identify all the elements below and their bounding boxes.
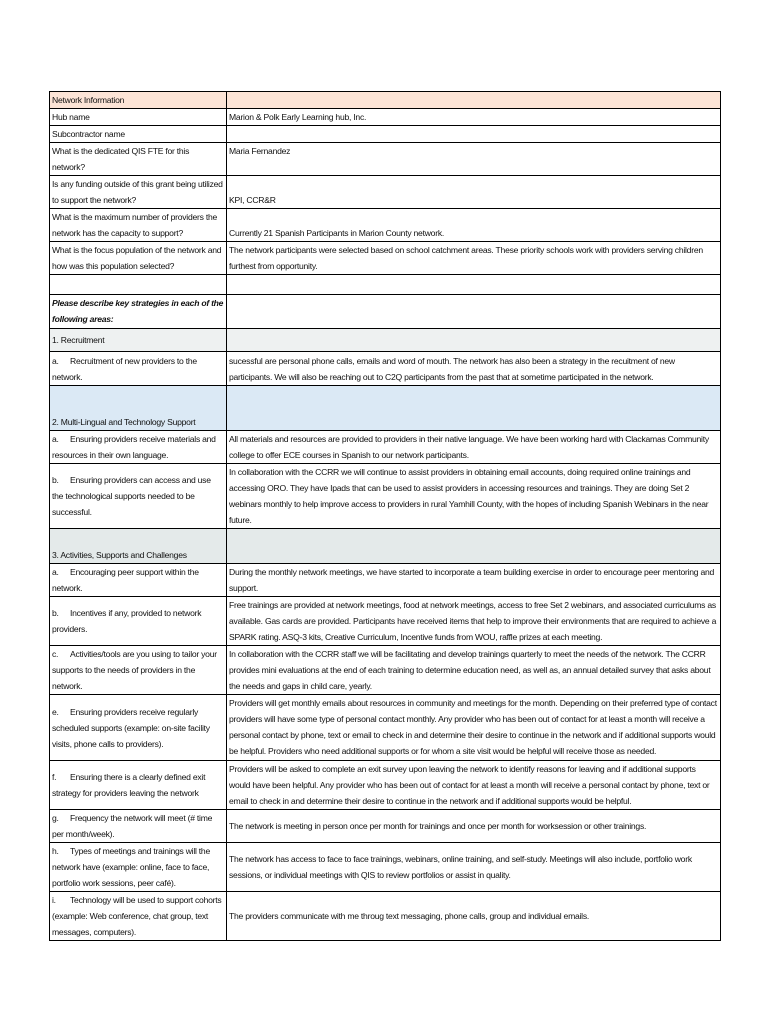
item-label: Incentives if any, provided to network providers. — [52, 608, 202, 634]
recruitment-section-blank — [227, 329, 721, 352]
recruitment-a-value[interactable]: sucessful are personal phone calls, emails and word of mouth. The network has also been a strategy in the recuitment of new participants. We will also be reaching out to C2Q participants from the past that at sometime participated in the network. — [227, 352, 721, 386]
item-label: Frequency the network will meet (# time per month/week). — [52, 813, 213, 839]
multilingual-a-value[interactable]: All materials and resources are provided to providers in their native language. We have been working hard with Clackamas Community college to offer ECE courses in Spanish to our network participants. — [227, 431, 721, 464]
subcontractor-name-label: Subcontractor name — [50, 126, 227, 143]
recruitment-a-label — [50, 352, 227, 386]
activities-c-value[interactable]: In collaboration with the CCRR staff we will be facilitating and develop trainings quarterly to meet the needs of the network. The CCRR provides mini evaluations at the end of each training to determine education need, as well as, an annual detailed survey that asks about the needs and gaps in child care, yearly. — [227, 646, 721, 695]
item-label: Ensuring providers receive regularly scheduled supports (example: on-site facility visits, phone calls to providers). — [52, 706, 210, 749]
item-label: Types of meetings and trainings will the network have (example: online, face to face, portfolio work sessions, peer café). — [52, 846, 210, 888]
activities-section-title: 3. Activities, Supports and Challenges — [50, 529, 227, 564]
item-letter: a. — [52, 355, 59, 366]
item-letter: i. — [52, 895, 56, 905]
strategies-prompt-blank — [227, 295, 721, 329]
funding-label: Is any funding outside of this grant being utilized to support the network? — [50, 176, 227, 209]
focus-population-value[interactable]: The network participants were selected based on school catchment areas. These priority schools work with providers serving children furthest from opportunity. — [227, 242, 721, 275]
item-label: Recruitment of new providers to the network. — [52, 355, 197, 382]
multilingual-section-title: 2. Multi-Lingual and Technology Support — [50, 386, 227, 431]
activities-h-value[interactable]: The network has access to face to face trainings, webinars, online training, and self-study. Meetings will also include, portfolio work sessions, or individual meetings with QIS to review portfolios or assist in quality. — [227, 843, 721, 892]
activities-c-label — [50, 646, 227, 695]
item-letter: g. — [52, 813, 59, 823]
activities-f-value[interactable]: Providers will be asked to complete an exit survey upon leaving the network to identify reasons for leaving and if additional supports would have been helpful. Any provider who has been out of contact for at least a month will receive a personal contact by phone, text or email to check in and determine their desire to continue in the network and if additional supports would be helpful. — [227, 761, 721, 810]
activities-b-label — [50, 597, 227, 646]
funding-value[interactable]: KPI, CCR&R — [227, 176, 721, 209]
activities-f-label — [50, 761, 227, 810]
item-letter: b. — [52, 475, 59, 485]
item-letter: a. — [52, 434, 59, 444]
multilingual-b-label — [50, 464, 227, 529]
spacer-cell — [50, 275, 227, 295]
activities-e-label — [50, 695, 227, 761]
subcontractor-name-value[interactable] — [227, 126, 721, 143]
item-label: Ensuring providers receive materials and resources in their own language. — [52, 434, 216, 460]
activities-h-label — [50, 843, 227, 892]
activities-section-blank — [227, 529, 721, 564]
strategies-prompt: Please describe key strategies in each of the following areas: — [50, 295, 227, 329]
item-letter: e. — [52, 706, 59, 717]
activities-b-value[interactable]: Free trainings are provided at network meetings, food at network meetings, access to free Set 2 webinars, and associated curriculums as available. Gas cards are provided. Participants have received items that help to improve their environments that are required to achieve a SPARK rating. ASQ-3 kits, Creative Curriculum, Incentive funds from WOU, raffle prizes at each meeting. — [227, 597, 721, 646]
multilingual-a-label — [50, 431, 227, 464]
item-letter: f. — [52, 772, 57, 782]
activities-i-label — [50, 892, 227, 941]
item-label: Technology will be used to support cohorts (example: Web conference, chat group, text messages, computers). — [52, 895, 222, 937]
network-information-heading: Network Information — [50, 92, 227, 109]
activities-i-value[interactable]: The providers communicate with me throug text messaging, phone calls, group and individual emails. — [227, 892, 721, 941]
hub-name-value[interactable]: Marion & Polk Early Learning hub, Inc. — [227, 109, 721, 126]
multilingual-section-blank — [227, 386, 721, 431]
item-label: Ensuring providers can access and use the technological supports needed to be successful. — [52, 475, 211, 517]
focus-population-label: What is the focus population of the network and how was this population selected? — [50, 242, 227, 275]
qis-fte-value[interactable]: Maria Fernandez — [227, 143, 721, 176]
hub-name-label: Hub name — [50, 109, 227, 126]
item-label: Ensuring there is a clearly defined exit strategy for providers leaving the network — [52, 772, 206, 798]
network-information-heading-blank — [227, 92, 721, 109]
activities-g-label — [50, 810, 227, 843]
multilingual-b-value[interactable]: In collaboration with the CCRR we will continue to assist providers in obtaining email accounts, doing required online trainings and accessing ORO. They have Ipads that can be used to assist providers in accessing resources and trainings. They are doing Set 2 webinars monthly to help improve access to providers in rural Yamhill County, with the hopes of including Spanish Webinars in the near future. — [227, 464, 721, 529]
spacer-cell — [227, 275, 721, 295]
item-label: Activities/tools are you using to tailor your supports to the needs of providers in the network. — [52, 649, 217, 691]
activities-e-value[interactable]: Providers will get monthly emails about resources in community and meetings for the month. Depending on their preferred type of contact providers will have some type of personal contact monthly. Any provider who has been out of contact for at least a month will receive a personal contact by phone, text or email to check in and determine their desire to continue in the network and if additional supports would be helpful. Providers who need additional supports or for whom a site visit would be helpful will receive those as needed. — [227, 695, 721, 761]
item-letter: b. — [52, 608, 59, 618]
item-letter: a. — [52, 567, 59, 577]
item-letter: h. — [52, 846, 59, 856]
recruitment-section-title: 1. Recruitment — [50, 329, 227, 352]
max-providers-label: What is the maximum number of providers the network has the capacity to support? — [50, 209, 227, 242]
qis-fte-label: What is the dedicated QIS FTE for this network? — [50, 143, 227, 176]
activities-a-label — [50, 564, 227, 597]
activities-g-value[interactable]: The network is meeting in person once per month for trainings and once per month for worksession or other trainings. — [227, 810, 721, 843]
activities-a-value[interactable]: During the monthly network meetings, we have started to incorporate a team building exercise in order to encourage peer mentoring and support. — [227, 564, 721, 597]
max-providers-value[interactable]: Currently 21 Spanish Participants in Marion County network. — [227, 209, 721, 242]
item-label: Encouraging peer support within the network. — [52, 567, 199, 593]
item-letter: c. — [52, 649, 59, 659]
network-info-table — [49, 91, 721, 941]
